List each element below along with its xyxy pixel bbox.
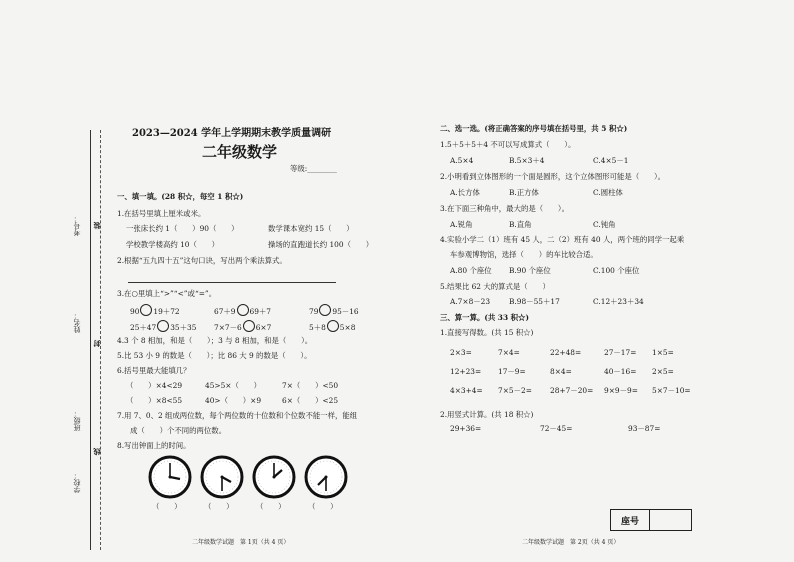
c5-opt-a: A.7×8－23	[450, 297, 491, 306]
q2-text: 2.根据“五九四十五”这句口诀，写出两个乘法算式。	[117, 256, 287, 265]
c3-text: 3.在下面三种角中，最大的是（ ）。	[440, 204, 569, 213]
c2-opt-c: C.圆柱体	[593, 188, 623, 197]
compare-circle[interactable]	[327, 320, 339, 332]
d2-text: 2.用竖式计算。(共 18 积☆)	[440, 410, 534, 419]
q6-r2-2: 40>（ ）×9	[205, 396, 262, 405]
calc-r1-4: 27－17=	[604, 348, 637, 357]
calc-r2-4: 40－16=	[604, 367, 637, 376]
q6-text: 6.括号里最大能填几？	[117, 366, 191, 375]
calc-r3-2: 7×5－2=	[498, 386, 532, 395]
clock-answer-4[interactable]: （ ）	[308, 502, 338, 511]
c4-opt-a: A.80 个座位	[450, 266, 492, 275]
clock-answer-2[interactable]: （ ）	[204, 502, 234, 511]
c3-opt-b: B.直角	[509, 220, 532, 229]
c1-text: 1.5＋5＋5＋4 不可以写成算式（ ）。	[440, 140, 576, 149]
q1-row2-b: 操场的直跑道长约 100（ ）	[268, 240, 374, 249]
calc-r1-5: 1×5=	[652, 348, 674, 357]
q4-text: 4.3 个 8 相加，和是（ ）；3 与 8 相加，和是（ ）。	[117, 336, 313, 345]
vertical-calc-2: 72－45=	[540, 424, 573, 433]
c3-opt-c: C.钝角	[593, 220, 616, 229]
side-label-name: 姓名：	[73, 312, 81, 333]
seat-number-field[interactable]	[650, 510, 691, 530]
seat-number-box	[610, 509, 692, 531]
section3-title: 三、算一算。(共 33 积☆)	[440, 313, 529, 322]
left-page-footer: 二年级数学试题 第 1页（共 4 页）	[192, 539, 290, 546]
q1-row2-a: 学校教学楼高约 10（ ）	[126, 240, 220, 249]
clock-face-3	[252, 455, 296, 499]
seat-number-label: 座号	[611, 510, 650, 530]
clock-face-4	[304, 455, 348, 499]
calc-r2-3: 8×4=	[550, 367, 572, 376]
side-label-school: 学校：	[73, 472, 81, 493]
calc-r2-1: 12+23=	[450, 367, 482, 376]
clock-face-2	[200, 455, 244, 499]
calc-r1-2: 7×4=	[498, 348, 520, 357]
side-mark-feng: 封	[92, 340, 101, 347]
vertical-calc-1: 29+36=	[450, 424, 482, 433]
d1-text: 1.直接写得数。(共 15 积☆)	[440, 328, 534, 337]
calc-r3-3: 28+7－20=	[550, 386, 594, 395]
q6-r1-2: 45>5×（ ）	[205, 381, 262, 390]
side-mark-xian: 线	[92, 448, 101, 455]
q6-r1-1: （ ）×4<29	[126, 381, 183, 390]
q3-item-1: 90 19＋72	[130, 304, 180, 316]
subject-title: 二年级数学	[202, 143, 278, 161]
q2-answer-line	[128, 282, 336, 283]
side-label-class: 班级：	[73, 410, 81, 431]
q6-r1-3: 7×（ ）<50	[282, 381, 339, 390]
q3-item-2: 67＋9 69＋7	[214, 304, 271, 316]
compare-circle[interactable]	[140, 304, 152, 316]
compare-circle[interactable]	[319, 304, 331, 316]
compare-circle[interactable]	[237, 304, 249, 316]
c2-opt-b: B.正方体	[509, 188, 539, 197]
q1-text: 1.在括号里填上厘米或米。	[117, 209, 206, 218]
c3-opt-a: A.锐角	[450, 220, 473, 229]
calc-r3-1: 4×3+4=	[450, 386, 483, 395]
q3-text: 3.在○里填上“>”“<”或“=”。	[117, 289, 217, 298]
q6-r2-1: （ ）×8<55	[126, 396, 183, 405]
c2-opt-a: A.长方体	[450, 188, 480, 197]
clock-answer-1[interactable]: （ ）	[152, 502, 182, 511]
calc-r2-2: 17－9=	[498, 367, 526, 376]
c5-opt-c: C.12＋23＋34	[593, 297, 644, 306]
q5-text: 5.比 53 小 9 的数是（ ）；比 86 大 9 的数是（ ）。	[117, 351, 312, 360]
section1-title: 一、填一填。(28 积☆，每空 1 积☆)	[117, 192, 244, 201]
q3-item-3: 79 95－16	[309, 304, 359, 316]
q8-text: 8.写出钟面上的时间。	[117, 441, 191, 450]
section2-title: 二、选一选。(将正确答案的序号填在括号里，共 5 积☆)	[440, 124, 628, 133]
q7-text-b: 成（ ）个不同的两位数。	[130, 426, 227, 435]
side-mark-zhuang: 装	[92, 222, 101, 229]
calc-r2-5: 2×5=	[652, 367, 674, 376]
c1-opt-c: C.4×5－1	[593, 156, 629, 165]
binding-line-outer	[90, 130, 91, 550]
vertical-calc-3: 93－87=	[628, 424, 661, 433]
c5-opt-b: B.98－55＋17	[509, 297, 560, 306]
compare-circle[interactable]	[157, 320, 169, 332]
c1-opt-a: A.5×4	[450, 156, 474, 165]
compare-circle[interactable]	[243, 320, 255, 332]
c4-opt-c: C.100 个座位	[593, 266, 640, 275]
c4-text-b: 车参观博物馆，选择（ ）的车比较合适。	[450, 250, 598, 259]
c2-text: 2.小明看到立体图形的一个面是圆形，这个立体图形可能是（ ）。	[440, 172, 666, 181]
calc-r1-1: 2×3=	[450, 348, 472, 357]
grade-label: 等级:________	[290, 164, 337, 173]
calc-r3-5: 5×7－10=	[652, 386, 691, 395]
c5-text: 5.结果比 62 大的算式是（ ）	[440, 282, 550, 291]
q3-item-5: 7×7－6 6×7	[214, 320, 271, 332]
calc-r3-4: 9×9－9=	[604, 386, 638, 395]
clock-face-1	[148, 455, 192, 499]
q6-r2-3: 6×（ ）<25	[282, 396, 339, 405]
c4-text-a: 4.实验小学二（1）班有 45 人，二（2）班有 40 人，两个班的同学一起乘	[440, 235, 685, 244]
c1-opt-b: B.5×3＋4	[509, 156, 545, 165]
q7-text-a: 7.用 7、0、2 组成两位数，每个两位数的十位数和个位数不能一样，能组	[117, 411, 358, 420]
q1-row1-b: 数学课本宽约 15（ ）	[268, 224, 354, 233]
q3-item-6: 5＋8 5×8	[309, 320, 355, 332]
exam-heading: 2023—2024 学年上学期期末教学质量调研	[132, 128, 332, 139]
side-label-exam-no: 考号：	[73, 215, 81, 236]
q3-item-4: 25＋47 35＋35	[130, 320, 196, 332]
calc-r1-3: 22+48=	[550, 348, 582, 357]
c4-opt-b: B.90 个座位	[509, 266, 551, 275]
right-page-footer: 二年级数学试题 第 2页（共 4 页）	[522, 539, 620, 546]
q1-row1-a: 一张床长约 1（ ）90（ ）	[126, 224, 239, 233]
clock-answer-3[interactable]: （ ）	[256, 502, 286, 511]
